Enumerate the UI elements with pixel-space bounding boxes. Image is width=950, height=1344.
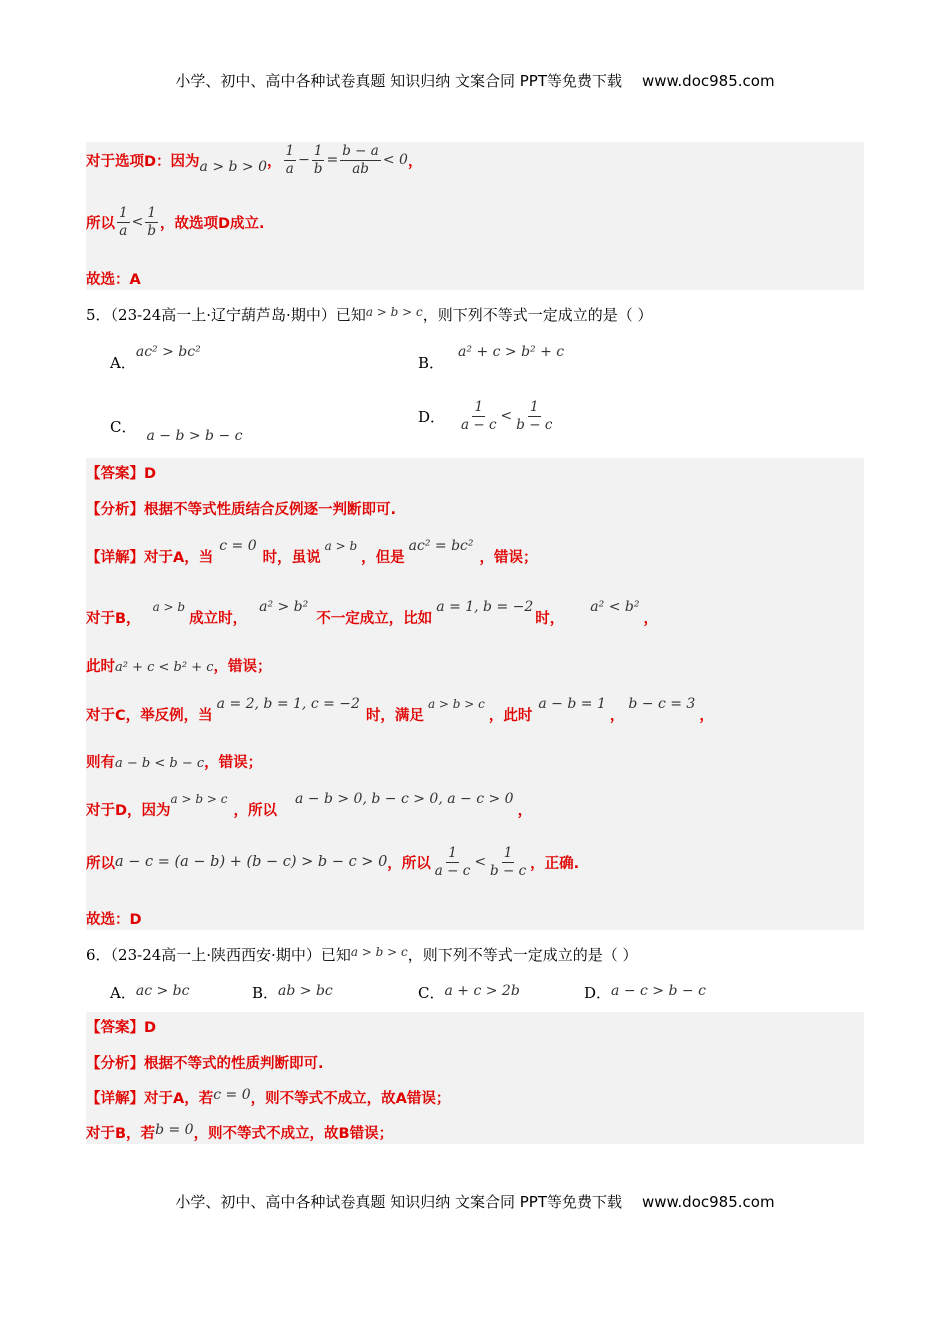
text: ，则下列不等式一定成立的是（ ） (422, 306, 653, 324)
den: ab (352, 160, 369, 177)
text: 所以 (86, 215, 115, 232)
num: 1 (474, 399, 484, 415)
q6-analysis: 【分析】根据不等式的性质判断即可. (86, 1056, 324, 1072)
math: ab > bc (278, 983, 333, 999)
q5-analysis: 【分析】根据不等式性质结合反例逐一判断即可. (86, 502, 397, 518)
math: a = 1, b = −2 (436, 599, 534, 615)
math: ac > bc (135, 983, 190, 999)
math: a² + c < b² + c (115, 660, 214, 675)
text: 时，虽说 (262, 550, 321, 566)
text: ， (643, 611, 658, 627)
label: A． (110, 354, 136, 372)
header-site-link[interactable]: www.doc985.com (641, 72, 775, 90)
label: B． (418, 354, 445, 372)
text: 对于D，因为 (86, 803, 171, 819)
math: ac² > bc² (135, 344, 201, 360)
math: a = 2, b = 1, c = −2 (216, 696, 360, 712)
math: c = 0 (213, 1087, 251, 1103)
math: a − c > b − c (611, 983, 706, 999)
text: ，错误； (213, 659, 272, 675)
q5-detail-line-6 (86, 791, 533, 820)
label: B． (252, 984, 279, 1002)
text: 成立时， (189, 611, 248, 627)
text: 时， (535, 611, 565, 627)
text: ， (407, 153, 423, 170)
text: ， (517, 803, 533, 819)
q5-option-c[interactable] (110, 416, 243, 444)
text: ，故选项D成立. (159, 215, 265, 232)
text: ，所以 (387, 855, 431, 872)
q5-option-d[interactable] (418, 400, 556, 433)
text: 对于C，举反例，当 (86, 708, 213, 724)
text: ，则不等式不成立，故A错误； (250, 1091, 451, 1107)
text: ，则不等式不成立，故B错误； (193, 1126, 394, 1142)
q5-detail-line-3 (86, 655, 272, 676)
text: 不一定成立，比如 (316, 611, 433, 627)
num: 1 (503, 845, 513, 861)
math: b = 0 (155, 1122, 194, 1138)
math: − (298, 152, 310, 169)
text: ， (267, 153, 282, 170)
q5-detail-line-5 (86, 751, 262, 772)
num: 1 (530, 399, 539, 415)
math: a > b > c (365, 305, 423, 319)
den: a − c (461, 416, 497, 433)
den: b (313, 160, 323, 177)
label: C． (418, 984, 445, 1002)
math: b − c = 3 (628, 696, 696, 712)
num: 1 (285, 143, 295, 159)
text: ，错误； (204, 755, 263, 771)
den: b (147, 222, 156, 239)
text: 5．（23-24高一上·辽宁葫芦岛·期中）已知 (86, 306, 366, 324)
q5-option-a[interactable] (110, 344, 201, 373)
footer-site-link[interactable]: www.doc985.com (641, 1193, 775, 1211)
math: a + c > 2b (444, 983, 520, 999)
q6-option-b[interactable] (252, 982, 333, 1003)
q5-choose: 故选：D (86, 912, 142, 928)
math: a > b > 0 (199, 159, 268, 176)
label: A． (110, 984, 136, 1002)
math: < (474, 854, 487, 871)
math: a − b = 1 (538, 696, 606, 712)
fraction (488, 846, 528, 879)
num: 1 (448, 845, 457, 861)
q5-detail-line-4 (86, 696, 714, 725)
math: a > b > c (350, 945, 408, 959)
q6-detail-line-1 (86, 1087, 450, 1108)
math: < 0 (382, 152, 408, 169)
text: 【详解】对于A，当 (86, 550, 214, 566)
label: C． (110, 418, 137, 436)
math: a − b > 0, b − c > 0, a − c > 0 (294, 791, 514, 807)
text: 6．（23-24高一上·陕西西安·期中）已知 (86, 946, 351, 964)
fraction (145, 206, 158, 239)
math: a > b (152, 600, 186, 614)
text: ，此时 (488, 708, 533, 724)
text: ，错误； (479, 550, 538, 566)
math: < (131, 214, 144, 231)
text: ， (699, 708, 714, 724)
text: 对于B， (86, 611, 141, 627)
fraction (117, 206, 130, 239)
fraction (340, 144, 381, 177)
math: = (326, 152, 339, 169)
math: a > b (324, 539, 358, 553)
header-text: 小学、初中、高中各种试卷真题 知识归纳 文案合同 PPT等免费下载 (175, 72, 622, 90)
text: 对于B，若 (86, 1126, 156, 1142)
den: a (119, 222, 128, 239)
label: D． (584, 984, 612, 1002)
fraction (459, 400, 499, 433)
fraction (514, 400, 554, 433)
q6-stem (86, 944, 638, 965)
fraction (433, 846, 473, 879)
math: a − b > b − c (146, 428, 243, 444)
num: b − a (342, 143, 379, 159)
text: ， (609, 708, 625, 724)
label: D． (418, 407, 446, 426)
math: ac² = bc² (408, 538, 474, 554)
page-header (0, 70, 950, 91)
q6-option-c[interactable] (418, 982, 520, 1003)
q6-option-d[interactable] (584, 982, 706, 1003)
text: 【详解】对于A，若 (86, 1091, 214, 1107)
math: a² > b² (259, 599, 309, 615)
q5-stem (86, 304, 653, 325)
top-so-line (86, 206, 265, 239)
math: < (500, 408, 513, 425)
fraction (312, 144, 325, 177)
q6-answer: 【答案】D (86, 1020, 157, 1036)
math: a² < b² (590, 599, 640, 615)
text: ，所以 (233, 803, 277, 819)
den: b − c (490, 862, 527, 879)
den: b − c (516, 416, 553, 433)
q5-detail-line-7 (86, 846, 579, 879)
den: a (285, 160, 294, 177)
math: a > b > c (170, 792, 228, 806)
text: 所以 (86, 855, 115, 872)
math: a − c = (a − b) + (b − c) > b − c > 0 (115, 854, 388, 871)
top-option-d-line (86, 144, 422, 177)
math: a − b < b − c (115, 756, 205, 771)
math: a > b > c (427, 697, 485, 711)
q5-detail-line-1 (86, 538, 538, 567)
math: a² + c > b² + c (458, 344, 565, 360)
math: c = 0 (219, 538, 257, 554)
text: ，但是 (361, 550, 405, 566)
q6-option-a[interactable] (110, 982, 189, 1003)
text: 对于选项D：因为 (86, 153, 200, 170)
footer-text: 小学、初中、高中各种试卷真题 知识归纳 文案合同 PPT等免费下载 (175, 1193, 622, 1211)
num: 1 (147, 205, 156, 221)
q5-detail-line-2 (86, 599, 658, 628)
text: ，则下列不等式一定成立的是（ ） (407, 946, 638, 964)
q5-answer: 【答案】D (86, 466, 157, 482)
q5-option-b[interactable] (418, 344, 565, 373)
num: 1 (313, 143, 323, 159)
top-choose: 故选：A (86, 272, 141, 288)
text: ，正确. (530, 855, 580, 872)
text: 则有 (86, 755, 115, 771)
text: 此时 (86, 659, 115, 675)
page-footer (0, 1191, 950, 1212)
text: 时，满足 (365, 708, 424, 724)
fraction (284, 144, 297, 177)
den: a − c (434, 862, 471, 879)
num: 1 (119, 205, 128, 221)
q6-detail-line-2 (86, 1122, 393, 1143)
